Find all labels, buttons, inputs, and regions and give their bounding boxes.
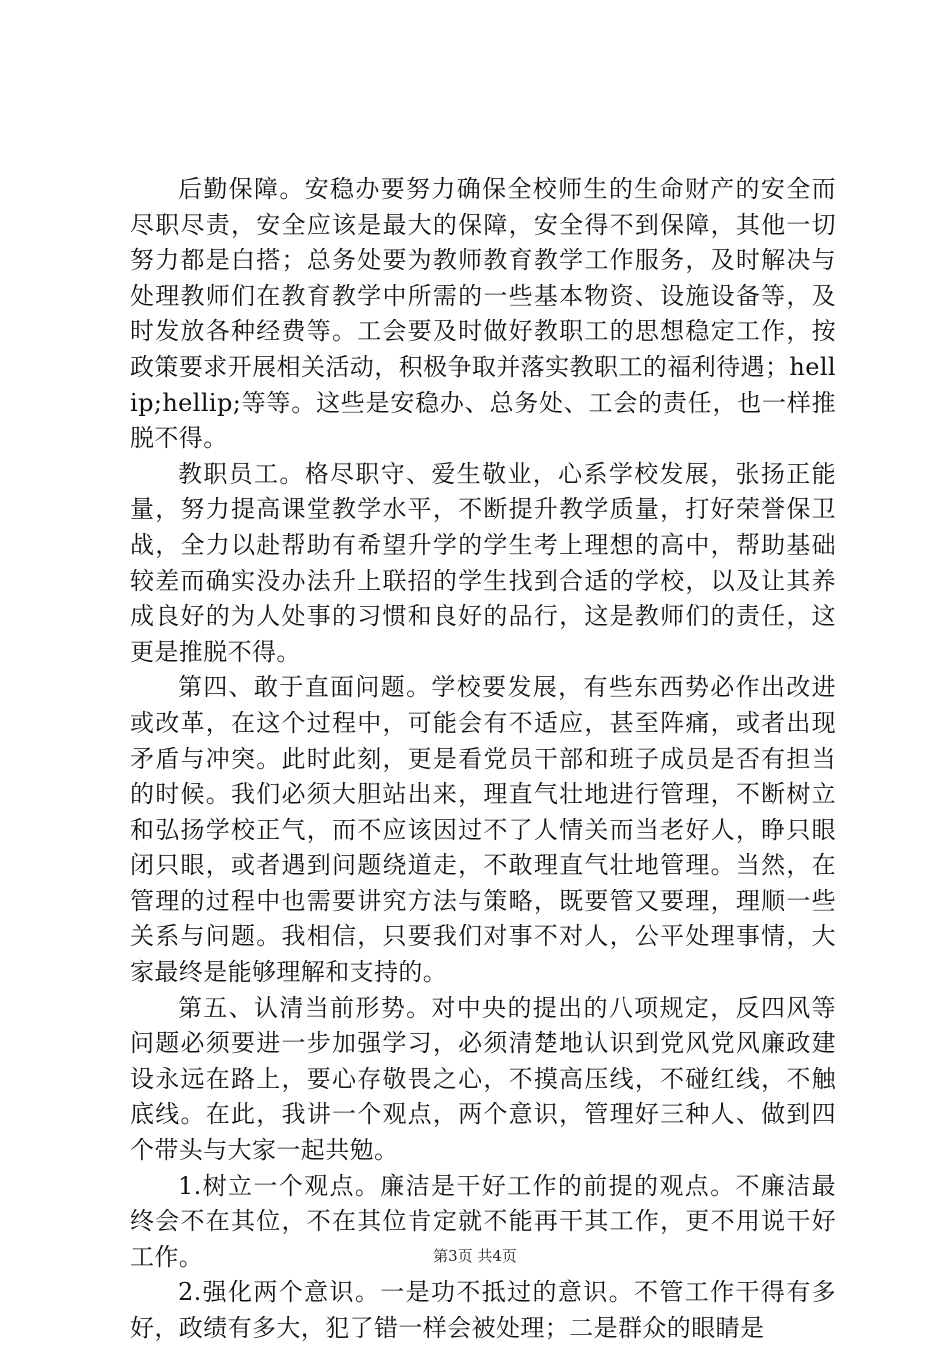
paragraph-staff: 教职员工。格尽职守、爱生敬业，心系学校发展，张扬正能量，努力提高课堂教学水平，不断提升教学质量，打好荣誉保卫战，全力以赴帮助有希望升学的学生考上理想的高中，帮助基础较差而确实没办法升上联招的学生找到合适的学校，以及让其养成良好的为人处事的习惯和良好的品行，这是教师们的责任，这更是推脱不得。 xyxy=(130,459,836,666)
paragraph-item-2: 2.强化两个意识。一是功不抵过的意识。不管工作干得有多好，政绩有多大，犯了错一样会被处理；二是群众的眼睛是 xyxy=(130,1278,836,1342)
paragraph-logistics: 后勤保障。安稳办要努力确保全校师生的生命财产的安全而尽职尽责，安全应该是最大的保障，安全得不到保障，其他一切努力都是白搭；总务处要为教师教育教学工作服务，及时解决与处理教师们在教育教学中所需的一些基本物资、设施设备等，及时发放各种经费等。工会要及时做好教职工的思想稳定工作，按政策要求开展相关活动，积极争取并落实教职工的福利待遇；hellip;hellip;等等。这些是安稳办、总务处、工会的责任，也一样推脱不得。 xyxy=(130,175,836,453)
paragraph-fourth-point: 第四、敢于直面问题。学校要发展，有些东西势必作出改进或改革，在这个过程中，可能会有不适应，甚至阵痛，或者出现矛盾与冲突。此时此刻，更是看党员干部和班子成员是否有担当的时候。我们必须大胆站出来，理直气壮地进行管理，不断树立和弘扬学校正气，而不应该因过不了人情关而当老好人，睁只眼闭只眼，或者遇到问题绕道走，不敢理直气壮地管理。当然，在管理的过程中也需要讲究方法与策略，既要管又要理，理顺一些关系与问题。我相信，只要我们对事不对人，公平处理事情，大家最终是能够理解和支持的。 xyxy=(130,673,836,987)
document-body xyxy=(130,172,836,1347)
paragraph-fifth-point: 第五、认清当前形势。对中央的提出的八项规定，反四风等问题必须要进一步加强学习，必须清楚地认识到党风党风廉政建设永远在路上，要心存敬畏之心，不摸高压线，不碰红线，不触底线。在此，我讲一个观点，两个意识，管理好三种人、做到四个带头与大家一起共勉。 xyxy=(130,993,836,1165)
paragraph-item-1: 1.树立一个观点。廉洁是干好工作的前提的观点。不廉洁最终会不在其位，不在其位肯定就不能再干其工作，更不用说干好工作。 xyxy=(130,1171,836,1271)
page-footer: 第3页 共4页 xyxy=(433,1247,517,1265)
